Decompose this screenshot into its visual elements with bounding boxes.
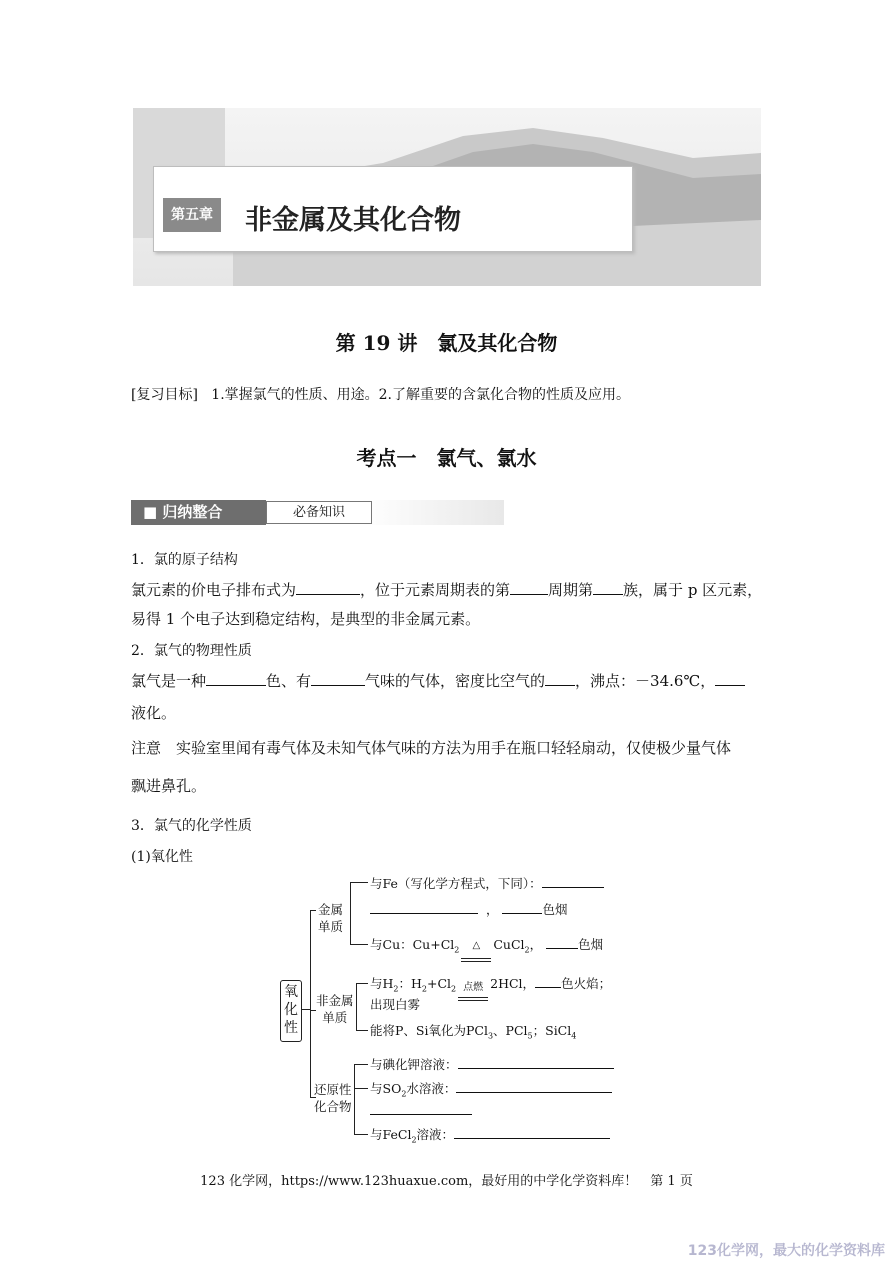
metal-tick-fe [350, 882, 368, 883]
metal-group-line2: 单质 [318, 919, 344, 934]
cu-eq-sign [461, 958, 491, 962]
blank-period [510, 580, 548, 595]
nonmetal-group-label [316, 992, 354, 1026]
h2-a: 与H [370, 976, 394, 991]
h2-eq-sign [458, 997, 488, 1001]
h2-sub-3: 2 [451, 984, 457, 994]
s1-l1a: 氯元素的价电子排布式为 [131, 581, 297, 599]
blank-h2-flame [535, 976, 561, 988]
blank-valence-config [296, 580, 360, 595]
root-char-3: 性 [284, 1020, 298, 1036]
ps-b: 、PCl [493, 1023, 528, 1038]
so2-sub: 2 [401, 1089, 407, 1099]
ps-a: 能将P、Si氧化为PCl [370, 1023, 488, 1038]
metal-bracket [350, 882, 351, 944]
watermark: 123化学网，最大的化学资料库 [687, 1243, 885, 1259]
cu-b: CuCl [493, 937, 525, 952]
blank-cu-color [546, 937, 578, 949]
nonmetal-group-line2: 单质 [322, 1010, 348, 1025]
ps-sub5: 5 [527, 1031, 533, 1041]
fe-reaction [370, 874, 604, 892]
main-bracket [310, 910, 311, 1098]
cu-c: ， [529, 937, 543, 952]
s2-heading: 2．氯气的物理性质 [131, 643, 252, 659]
s1-l1d: 族，属于 p 区元素， [623, 581, 763, 599]
fe-reaction-cont [370, 900, 567, 918]
s2-l1b: 色、有 [266, 672, 312, 690]
so2-reaction-cont [370, 1103, 472, 1118]
cu-smoke: 色烟 [578, 937, 604, 952]
root-connector [302, 1009, 310, 1010]
s1-l1b: ，位于元素周期表的第 [360, 581, 511, 599]
cu-sub-cucl2: 2 [524, 945, 530, 955]
cu-condition: △ [472, 940, 481, 951]
chapter-title: 非金属及其化合物 [245, 205, 461, 236]
so2-b: 水溶液： [406, 1081, 457, 1096]
reducing-tick-ki [354, 1064, 368, 1065]
fecl2-reaction [370, 1125, 610, 1145]
ps-sub3: 3 [487, 1031, 494, 1041]
reducing-tick-so2 [354, 1088, 368, 1089]
chapter-banner [133, 108, 761, 286]
so2-a: 与SO [370, 1081, 402, 1096]
s2-line1 [131, 670, 745, 691]
blank-fe-eq1 [542, 876, 604, 888]
nonmetal-bracket [356, 983, 357, 1031]
fe-sep: ， [485, 902, 499, 917]
s1-l1c: 周期第 [548, 581, 594, 599]
reducing-group-line1: 还原性 [314, 1082, 352, 1097]
blank-group [593, 580, 623, 595]
section-bar [131, 500, 483, 527]
blank-odor [311, 671, 365, 686]
blank-fecl2 [454, 1127, 610, 1139]
chapter-label: 第五章 [163, 198, 221, 232]
review-goal-label: [复习目标] [131, 387, 198, 403]
page-footer: 123 化学网，https://www.123huaxue.com，最好用的中学化学资料库！ 第 1 页 [200, 1174, 693, 1189]
s1-heading: 1．氯的原子结构 [131, 552, 238, 568]
blank-fe-color [502, 902, 542, 914]
section-bar-tag: 必备知识 [266, 501, 372, 524]
h2-condition: 点燃 [463, 982, 484, 993]
s3-sub: (1)氧化性 [131, 849, 193, 865]
s3-heading: 3．氯气的化学性质 [131, 818, 252, 834]
fe-smoke: 色烟 [542, 902, 568, 917]
blank-so2-1 [456, 1081, 612, 1093]
metal-group-line1: 金属 [318, 902, 344, 917]
h2-c: +Cl [427, 976, 452, 991]
blank-liquefy [715, 671, 745, 686]
fecl2-b: 溶液： [416, 1127, 455, 1142]
h2-b: ：H [398, 976, 422, 991]
lecture-title: 第 19 讲 氯及其化合物 [335, 331, 558, 355]
cu-a: 与Cu：Cu+Cl [370, 937, 455, 952]
reducing-bracket [354, 1064, 355, 1134]
section-bar-main-text: 归纳整合 [162, 503, 223, 521]
fe-text: 与Fe（写化学方程式，下同）： [370, 876, 542, 891]
bracket-tick-metal [310, 910, 316, 911]
review-goal-text: 1.掌握氯气的性质、用途。2.了解重要的含氯化合物的性质及应用。 [211, 387, 631, 403]
nonmetal-tick-ps [356, 1030, 368, 1031]
s1-line1 [131, 579, 762, 600]
fecl2-sub: 2 [411, 1135, 417, 1145]
ki-reaction [370, 1055, 614, 1073]
section-bar-main: ■ 归纳整合 [131, 500, 266, 525]
ps-c: ；SiCl [532, 1023, 572, 1038]
blank-ki [458, 1057, 614, 1069]
blank-so2-2 [370, 1103, 472, 1115]
metal-group-label [318, 901, 343, 935]
s2-note1: 注意 实验室里闻有毒气体及未知气体气味的方法为用手在瓶口轻轻扇动，仅使极少量气体 [131, 739, 732, 757]
cu-reaction [370, 935, 603, 955]
s2-l1d: ，沸点：－34.6℃， [575, 672, 716, 690]
s1-line2: 易得 1 个电子达到稳定结构，是典型的非金属元素。 [131, 610, 481, 628]
topic-title: 考点一 氯气、氯水 [356, 446, 537, 470]
h2-flame: 色火焰； [561, 976, 612, 991]
metal-tick-cu [350, 944, 368, 945]
blank-color [206, 671, 266, 686]
root-oxidation-box [280, 980, 302, 1042]
cu-sub-cl2: 2 [454, 945, 460, 955]
s2-l1c: 气味的气体，密度比空气的 [365, 672, 546, 690]
blank-fe-eq2 [370, 902, 478, 914]
h2-reaction [370, 974, 611, 994]
h2-sub-2: 2 [421, 984, 427, 994]
s2-line2: 液化。 [131, 704, 177, 722]
nonmetal-group-line1: 非金属 [316, 993, 354, 1008]
reducing-group-line2: 化合物 [314, 1099, 352, 1114]
review-goal [131, 384, 630, 404]
reducing-tick-fecl2 [354, 1134, 368, 1135]
reducing-group-label [314, 1081, 352, 1115]
so2-reaction [370, 1079, 612, 1099]
root-char-2: 化 [284, 1002, 298, 1018]
h2-sub-1: 2 [393, 984, 399, 994]
nonmetal-tick-h2 [356, 983, 368, 984]
ki-text: 与碘化钾溶液： [370, 1057, 458, 1072]
fecl2-a: 与FeCl [370, 1127, 412, 1142]
ps-reaction [370, 1021, 576, 1041]
oxidation-diagram [270, 868, 630, 1150]
s2-l1a: 氯气是一种 [131, 672, 207, 690]
fog-text: 出现白雾 [370, 997, 421, 1012]
blank-density [545, 671, 575, 686]
h2-d: 2HCl， [490, 976, 536, 991]
ps-sub4: 4 [571, 1031, 577, 1041]
root-char-1: 氧 [284, 984, 298, 1000]
s2-note2: 飘进鼻孔。 [131, 777, 207, 795]
